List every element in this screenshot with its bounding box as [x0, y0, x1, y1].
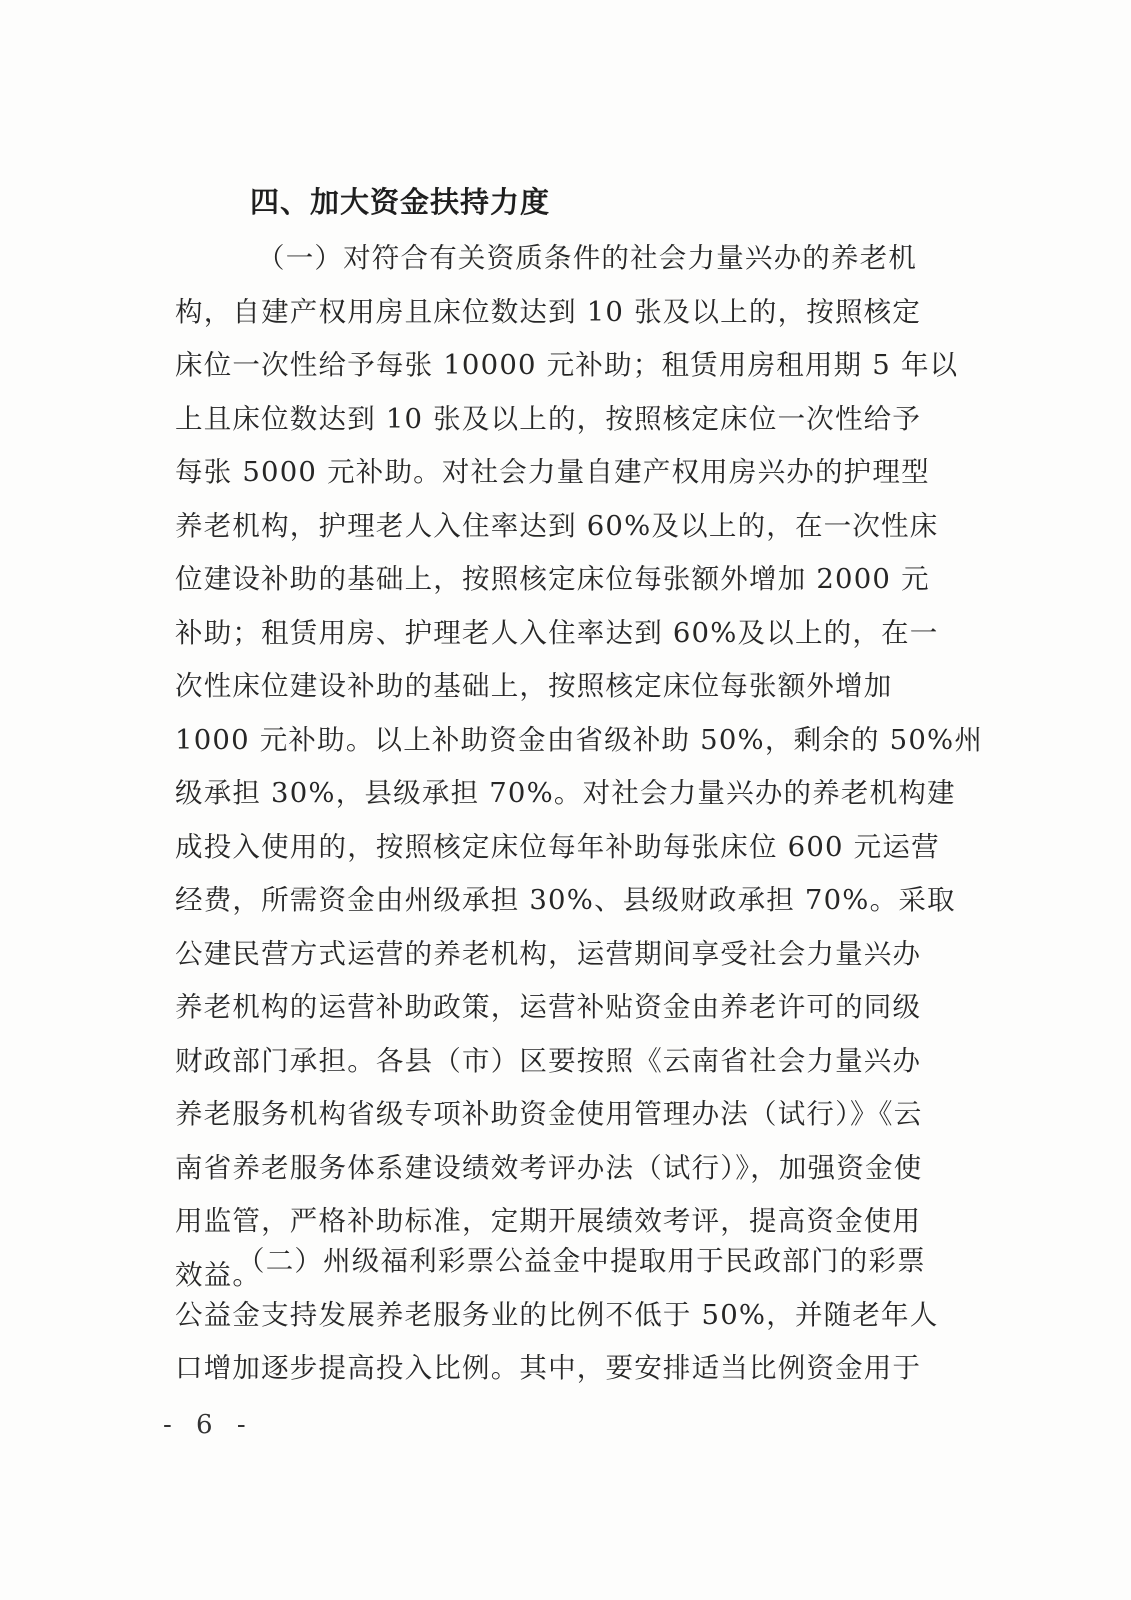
- paragraph-line: 床位一次性给予每张 10000 元补助；租赁用房租用期 5 年以: [175, 349, 959, 381]
- paragraph-line: 位建设补助的基础上，按照核定床位每张额外增加 2000 元: [175, 563, 930, 595]
- paragraph-line: 上且床位数达到 10 张及以上的，按照核定床位一次性给予: [175, 402, 922, 435]
- paragraph-line: 养老服务机构省级专项补助资金使用管理办法（试行）》《云: [175, 1098, 923, 1130]
- paragraph-line: （二）州级福利彩票公益金中提取用于民政部门的彩票: [237, 1245, 926, 1277]
- paragraph-line: 级承担 30%，县级承担 70%。对社会力量兴办的养老机构建: [175, 777, 956, 809]
- paragraph-1: [175, 232, 984, 1302]
- paragraph-line: 公建民营方式运营的养老机构，运营期间享受社会力量兴办: [175, 937, 922, 970]
- paragraph-line: 口增加逐步提高投入比例。其中，要安排适当比例资金用于: [175, 1352, 922, 1384]
- paragraph-line: 用监管，严格补助标准，定期开展绩效考评，提高资金使用: [175, 1205, 922, 1237]
- section-heading: 四、加大资金扶持力度: [250, 185, 551, 219]
- paragraph-line: 成投入使用的，按照核定床位每年补助每张床位 600 元运营: [175, 830, 940, 863]
- paragraph-line: 财政部门承担。各县（市）区要按照《云南省社会力量兴办: [175, 1044, 922, 1077]
- paragraph-line: 南省养老服务体系建设绩效考评办法（试行）》，加强资金使: [175, 1151, 923, 1184]
- paragraph-line: 养老机构的运营补助政策，运营补贴资金由养老许可的同级: [175, 991, 922, 1023]
- paragraph-line: 构，自建产权用房且床位数达到 10 张及以上的，按照核定: [175, 295, 922, 328]
- paragraph-line: 次性床位建设补助的基础上，按照核定床位每张额外增加: [175, 670, 893, 702]
- paragraph-line: 养老机构，护理老人入住率达到 60%及以上的，在一次性床: [175, 509, 939, 542]
- paragraph-2: [175, 1235, 945, 1396]
- paragraph-line: 每张 5000 元补助。对社会力量自建产权用房兴办的护理型: [175, 456, 930, 488]
- paragraph-line: 效益。: [175, 1258, 262, 1291]
- paragraph-line: 1000 元补助。以上补助资金由省级补助 50%，剩余的 50%州: [175, 723, 984, 756]
- paragraph-line: 公益金支持发展养老服务业的比例不低于 50%，并随老年人: [175, 1298, 939, 1331]
- paragraph-line: 经费，所需资金由州级承担 30%、县级财政承担 70%。采取: [175, 884, 956, 916]
- paragraph-line: 补助；租赁用房、护理老人入住率达到 60%及以上的，在一: [175, 616, 939, 649]
- page-number: - 6 -: [163, 1410, 254, 1440]
- paragraph-line: （一）对符合有关资质条件的社会力量兴办的养老机: [257, 242, 918, 274]
